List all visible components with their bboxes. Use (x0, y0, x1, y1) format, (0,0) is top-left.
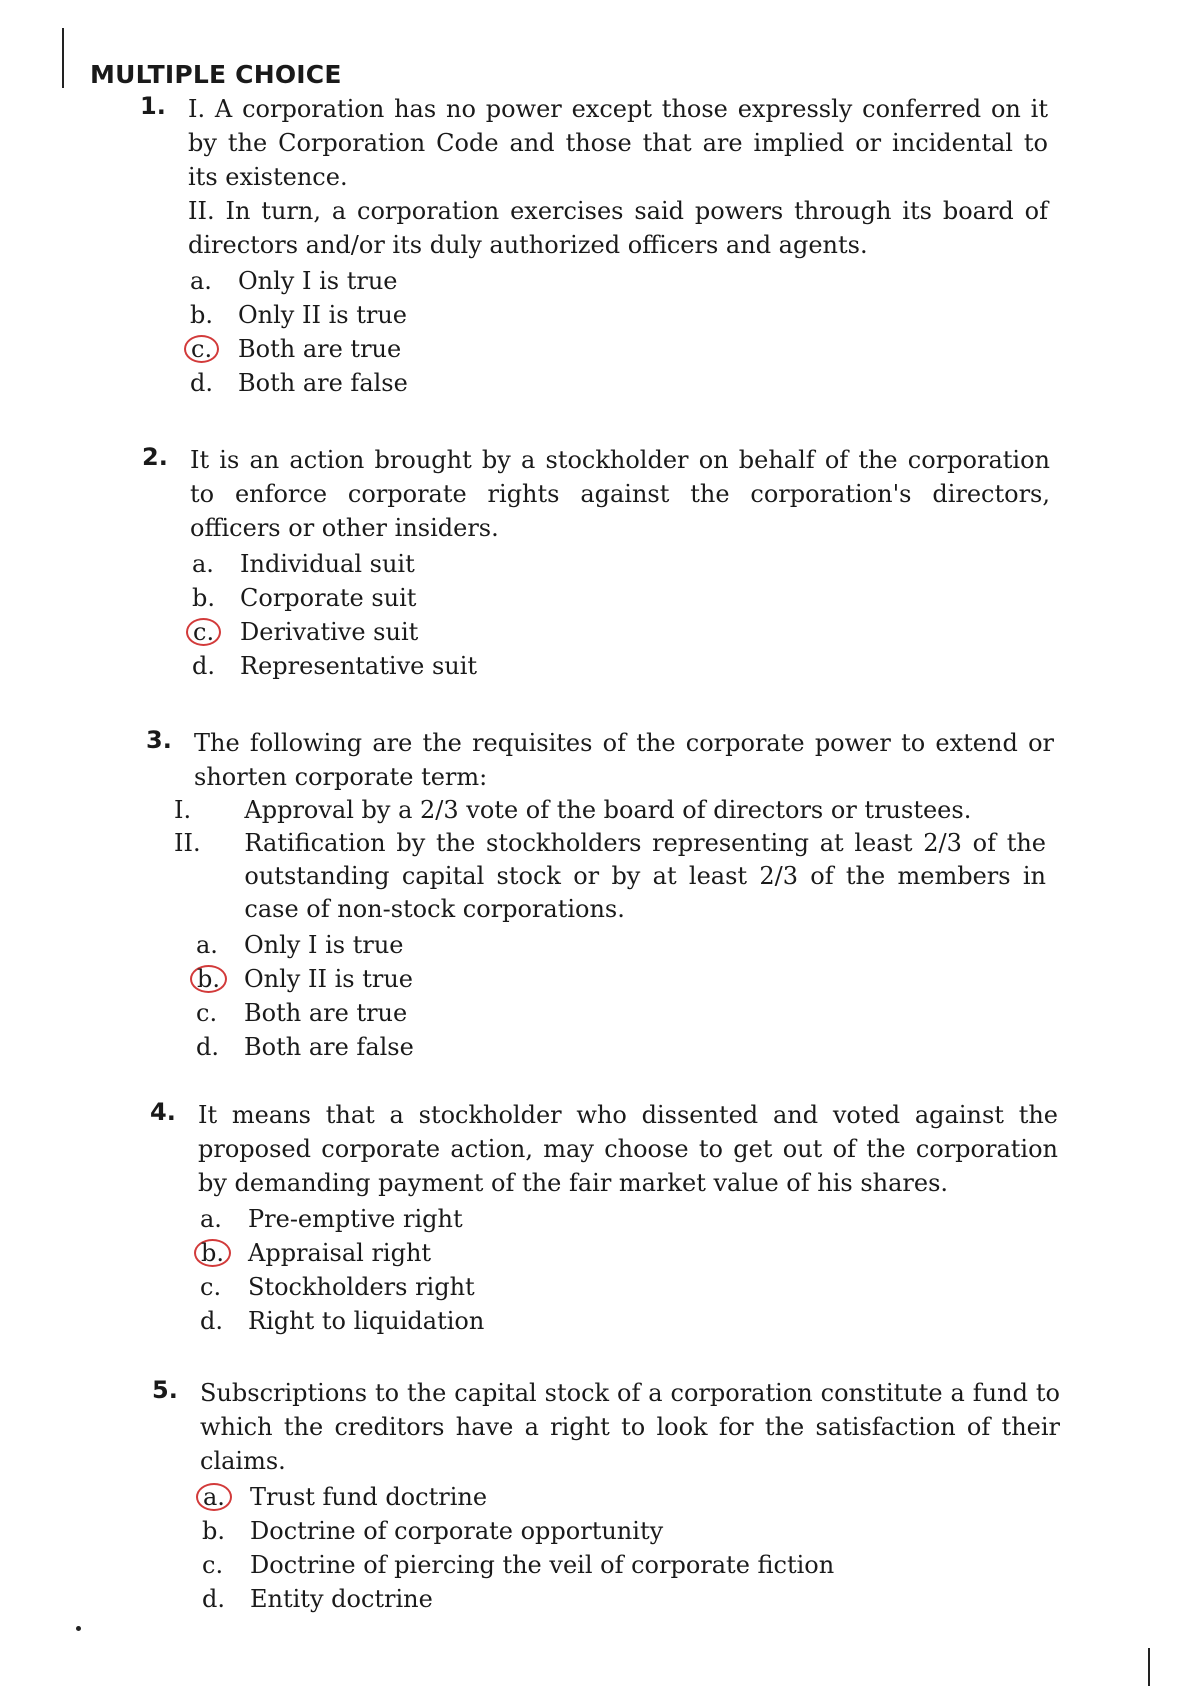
option-b[interactable]: b. Appraisal right (198, 1236, 1050, 1270)
options-list (190, 547, 1042, 683)
answer-circle: b. (194, 962, 244, 996)
question-text (200, 1376, 1060, 1478)
answer-circle: c. (188, 332, 238, 366)
question-number: 2. (142, 443, 168, 471)
scan-speck (76, 1626, 81, 1631)
options-list (194, 928, 1046, 1064)
question-number: 1. (140, 92, 166, 120)
option-d[interactable]: d. Both are false (196, 1033, 414, 1061)
question-number: 4. (150, 1098, 176, 1126)
option-c[interactable]: c. Both are true (188, 332, 1040, 366)
options-list (200, 1480, 1052, 1616)
question-body: It is an action brought by a stockholder on behalf of the corporation to enforce corporate rights against the corporation's directors, officers or other insiders. (190, 446, 1050, 542)
option-c[interactable]: c. Doctrine of piercing the veil of corporate fiction (202, 1551, 835, 1579)
option-a[interactable]: a. Pre-emptive right (200, 1205, 463, 1233)
section-heading: MULTIPLE CHOICE (90, 60, 342, 89)
option-c[interactable]: c. Derivative suit (190, 615, 1042, 649)
option-a[interactable]: a. Trust fund doctrine (200, 1480, 1052, 1514)
statement-1: I. A corporation has no power except those expressly conferred on it by the Corporation Code and those that are implied or incidental to its existence. (188, 95, 1048, 191)
statement-2: II. In turn, a corporation exercises said powers through its board of directors and/or its duly authorized officers and agents. (188, 197, 1048, 259)
option-b[interactable]: b. Only II is true (194, 962, 1046, 996)
option-d[interactable]: d. Entity doctrine (202, 1585, 433, 1613)
question-text (190, 443, 1050, 545)
question-text (198, 1098, 1058, 1200)
answer-circle: a. (200, 1480, 250, 1514)
answer-circle: c. (190, 615, 240, 649)
option-a[interactable]: a. Only I is true (190, 267, 398, 295)
question-body: Subscriptions to the capital stock of a corporation constitute a fund to which the creditors have a right to look for the satisfaction of their claims. (200, 1379, 1060, 1475)
question-2 (142, 443, 1050, 683)
option-a[interactable]: a. Individual suit (192, 550, 415, 578)
question-text (188, 92, 1048, 262)
answer-circle: b. (198, 1236, 248, 1270)
question-5 (152, 1376, 1060, 1616)
question-number: 3. (146, 726, 172, 754)
option-b[interactable]: b. Corporate suit (192, 584, 417, 612)
option-d[interactable]: d. Representative suit (192, 652, 478, 680)
option-c[interactable]: c. Stockholders right (200, 1273, 475, 1301)
option-d[interactable]: d. Both are false (190, 369, 408, 397)
margin-rule (62, 28, 64, 88)
question-body: It means that a stockholder who dissented and voted against the proposed corporate action, may choose to get out of the corporation by demanding payment of the fair market value of his shares. (198, 1101, 1058, 1197)
requisite-1: I. Approval by a 2/3 vote of the board of directors or trustees. (174, 796, 972, 824)
question-3 (146, 726, 1054, 1064)
option-d[interactable]: d. Right to liquidation (200, 1307, 485, 1335)
requisite-2: II. Ratification by the stockholders representing at least 2/3 of the outstanding capital stock or by at least 2/3 of the members in case of non-stock corporations. (174, 829, 1046, 923)
option-c[interactable]: c. Both are true (196, 999, 408, 1027)
options-list (188, 264, 1040, 400)
option-b[interactable]: b. Only II is true (190, 301, 407, 329)
margin-mark (1148, 1648, 1150, 1686)
option-b[interactable]: b. Doctrine of corporate opportunity (202, 1517, 664, 1545)
question-text (194, 726, 1054, 794)
options-list (198, 1202, 1050, 1338)
question-1 (140, 92, 1048, 400)
question-body: The following are the requisites of the corporate power to extend or shorten corporate term: (194, 729, 1054, 791)
question-number: 5. (152, 1376, 178, 1404)
question-4 (150, 1098, 1058, 1338)
option-a[interactable]: a. Only I is true (196, 931, 404, 959)
requisites-list (174, 794, 1046, 926)
